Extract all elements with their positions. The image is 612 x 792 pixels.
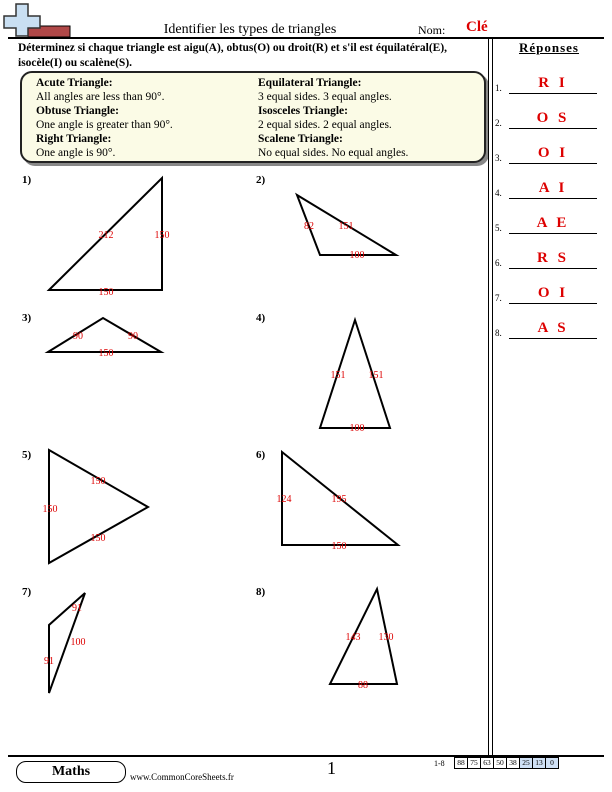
score-cell: 63 [481, 758, 494, 768]
triangle-4-label-c: 100 [349, 423, 365, 434]
triangle-8-label-b: 130 [378, 632, 394, 643]
problem-number-8: 8) [256, 586, 266, 598]
triangle-3 [48, 318, 161, 352]
page-title: Identifier les types de triangles [163, 22, 337, 37]
triangle-2-label-c: 100 [349, 250, 365, 261]
answer-number: 8. [495, 328, 502, 338]
triangle-8-label-c: 88 [358, 680, 368, 691]
problem-number-7: 7) [22, 586, 32, 598]
answers-heading: Réponses [518, 40, 579, 55]
triangle-5 [49, 450, 148, 563]
score-cell: 75 [468, 758, 481, 768]
answer-value[interactable]: R I [538, 75, 568, 91]
score-cell: 25 [520, 758, 533, 768]
score-cell: 38 [507, 758, 520, 768]
score-range: 1-8 [434, 759, 445, 768]
triangle-7-label-a: 91 [72, 603, 82, 614]
answer-value[interactable]: R S [537, 250, 569, 266]
definition-right: Right Triangle: One angle is 90°. [36, 133, 116, 159]
answer-number: 7. [495, 293, 502, 303]
answer-value[interactable]: O I [537, 145, 569, 161]
triangle-1-label-b: 150 [154, 230, 170, 241]
answer-value[interactable]: O S [536, 110, 570, 126]
answer-value[interactable]: A I [538, 180, 568, 196]
triangle-1-label-c: 150 [98, 287, 114, 298]
triangle-1-label-a: 212 [98, 230, 114, 241]
score-cell: 88 [455, 758, 468, 768]
triangle-5-label-a: 150 [90, 476, 106, 487]
problem-number-2: 2) [256, 174, 266, 186]
score-cell: 50 [494, 758, 507, 768]
triangle-3-label-b: 90 [128, 331, 138, 342]
triangle-4-label-b: 151 [368, 370, 384, 381]
website-link[interactable]: www.CommonCoreSheets.fr [130, 772, 234, 782]
score-table [454, 757, 559, 769]
answer-number: 5. [495, 223, 502, 233]
problem-number-1: 1) [22, 174, 32, 186]
problem-number-6: 6) [256, 449, 266, 461]
answer-value[interactable]: A S [537, 320, 569, 336]
triangle-6-label-c: 150 [331, 541, 347, 552]
definition-obtuse: Obtuse Triangle: One angle is greater than 90°. [36, 105, 173, 131]
name-label: Nom: [418, 23, 446, 37]
triangle-5-label-c: 150 [90, 533, 106, 544]
triangle-7-label-c: 91 [44, 656, 54, 667]
problem-number-5: 5) [22, 449, 32, 461]
problem-number-3: 3) [22, 312, 32, 324]
definition-equilateral: Equilateral Triangle: 3 equal sides. 3 equal angles. [258, 77, 392, 103]
score-cell: 0 [546, 758, 558, 768]
triangle-4-label-a: 151 [330, 370, 346, 381]
score-cell: 13 [533, 758, 546, 768]
triangle-3-label-c: 150 [98, 348, 114, 359]
definition-isosceles: Isosceles Triangle: 2 equal sides. 2 equal angles. [258, 105, 392, 131]
triangle-3-label-a: 90 [73, 331, 83, 342]
definition-acute: Acute Triangle: All angles are less than 90°. [36, 77, 165, 103]
triangle-2-label-a: 82 [304, 221, 314, 232]
answer-number: 2. [495, 118, 502, 128]
answer-value[interactable]: A E [536, 215, 570, 231]
triangle-7-label-b: 100 [70, 637, 86, 648]
answer-number: 6. [495, 258, 502, 268]
triangle-6-label-a: 124 [276, 494, 292, 505]
answer-number: 1. [495, 83, 502, 93]
triangle-6-label-b: 195 [331, 494, 347, 505]
page-number: 1 [327, 758, 336, 778]
answer-key-label: Clé [466, 19, 488, 35]
triangle-2-label-b: 151 [338, 221, 354, 232]
triangle-8-label-a: 143 [345, 632, 361, 643]
problem-number-4: 4) [256, 312, 266, 324]
answer-value[interactable]: O I [537, 285, 569, 301]
instructions: Déterminez si chaque triangle est aigu(A), obtus(O) ou droit(R) et s'il est équilatéral(E), isocèle(I) ou scalène(S). [18, 42, 448, 69]
answer-number: 4. [495, 188, 502, 198]
answer-number: 3. [495, 153, 502, 163]
definition-scalene: Scalene Triangle: No equal sides. No equal angles. [258, 133, 409, 159]
triangle-5-label-b: 150 [42, 504, 58, 515]
subject-badge: Maths [16, 761, 126, 783]
